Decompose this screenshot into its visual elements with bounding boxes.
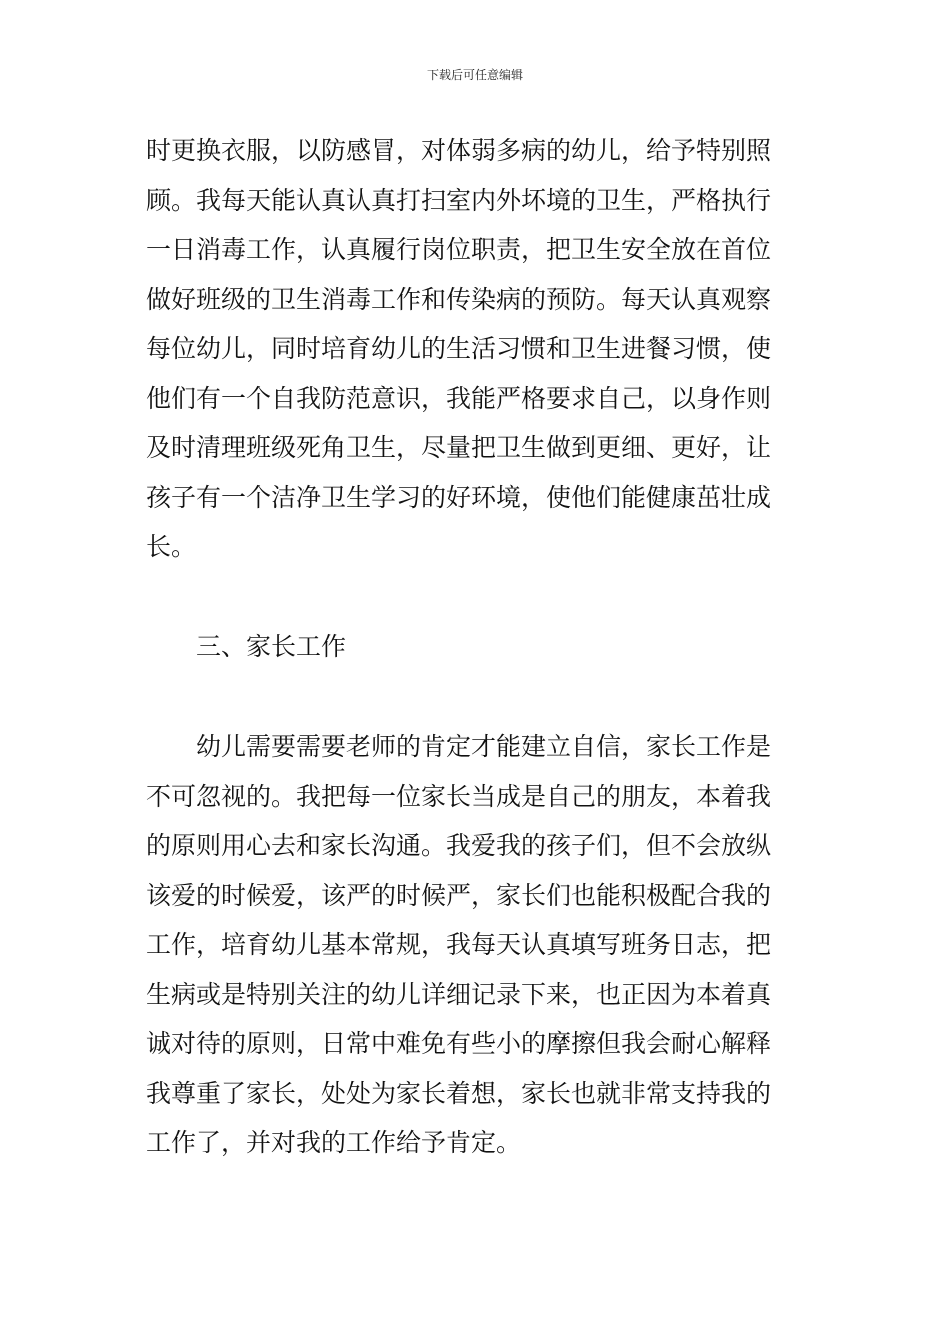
paragraph-line: 诚对待的原则，日常中难免有些小的摩擦但我会耐心解释 (146, 1029, 772, 1058)
section-heading-parent-work: 三、家长工作 (196, 632, 347, 661)
paragraph-line: 及时清理班级死角卫生，尽量把卫生做到更细、更好，让 (146, 433, 772, 462)
paragraph-line: 一日消毒工作，认真履行岗位职责，把卫生安全放在首位 (146, 235, 772, 264)
paragraph-line: 我尊重了家长，处处为家长着想，家长也就非常支持我的 (146, 1078, 772, 1108)
paragraph-parent-work (146, 722, 810, 1168)
page-header-note: 下载后可任意编辑 (426, 68, 523, 82)
paragraph-line: 不可忽视的。我把每一位家长当成是自己的朋友，本着我 (146, 781, 772, 811)
paragraph-line: 长。 (146, 532, 197, 561)
paragraph-line: 做好班级的卫生消毒工作和传染病的预防。每天认真观察 (146, 284, 772, 314)
paragraph-line: 他们有一个自我防范意识，我能严格要求自己，以身作则 (146, 383, 772, 413)
paragraph-first-line-text: 幼儿需要需要老师的肯定才能建立自信，家长工作是 (196, 732, 772, 761)
paragraph-line (146, 722, 810, 772)
paragraph-line: 该爱的时候爱，该严的时候严，家长们也能积极配合我的 (146, 880, 772, 910)
paragraph-line: 孩子有一个洁净卫生学习的好环境，使他们能健康茁壮成 (146, 482, 772, 512)
paragraph-line: 顾。我每天能认真认真打扫室内外坏境的卫生，严格执行 (146, 185, 772, 215)
paragraph-line: 工作，培育幼儿基本常规，我每天认真填写班务日志，把 (146, 930, 772, 959)
paragraph-line: 每位幼儿，同时培育幼儿的生活习惯和卫生进餐习惯，使 (146, 334, 772, 363)
paragraph-line: 时更换衣服，以防感冒，对体弱多病的幼儿，给予特别照 (146, 136, 772, 165)
paragraph-line: 生病或是特别关注的幼儿详细记录下来，也正因为本着真 (146, 979, 772, 1009)
paragraph-line: 工作了，并对我的工作给予肯定。 (146, 1128, 522, 1157)
paragraph-hygiene (146, 126, 810, 572)
paragraph-line: 的原则用心去和家长沟通。我爱我的孩子们，但不会放纵 (146, 831, 772, 860)
